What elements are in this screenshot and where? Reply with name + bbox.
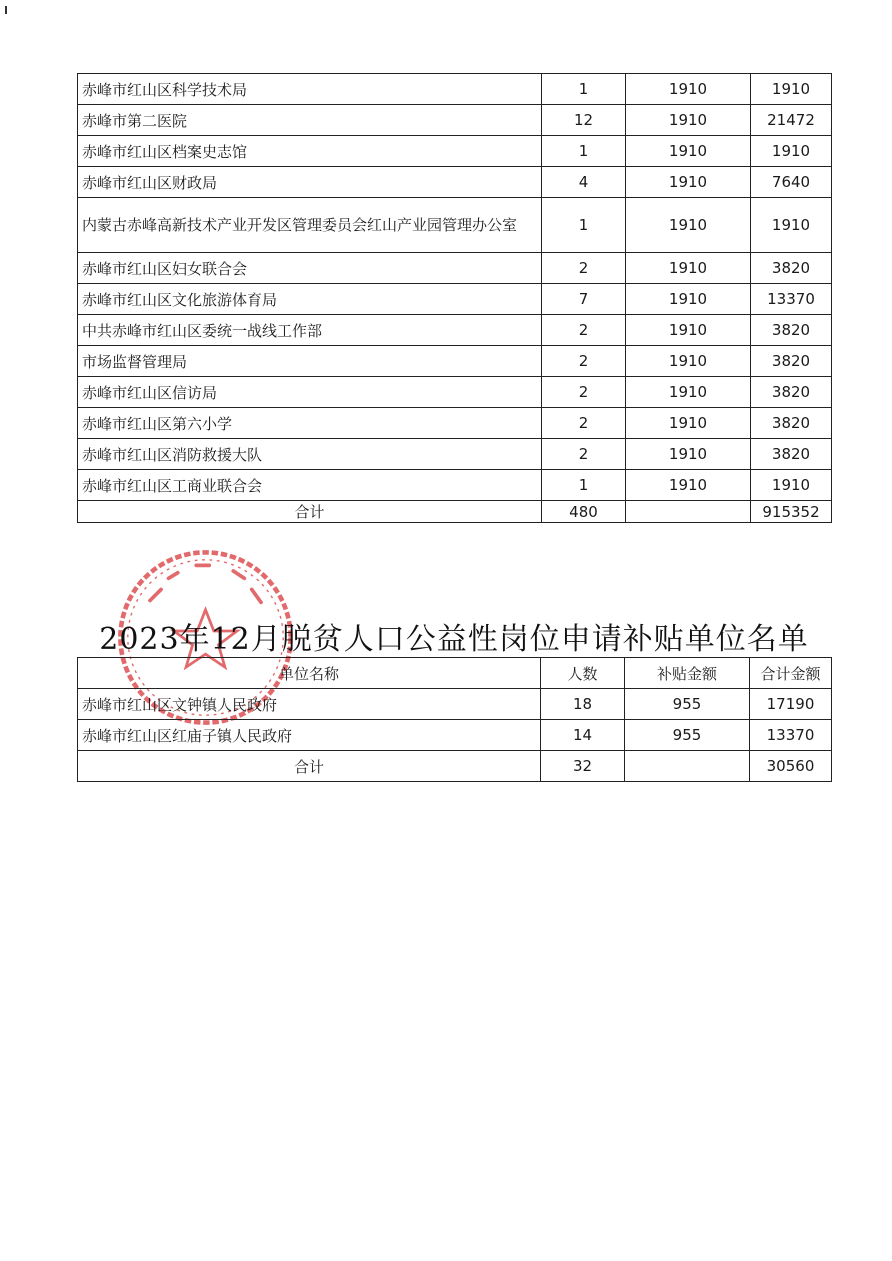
total-count: 32	[541, 751, 625, 782]
subsidy-table-2	[77, 657, 832, 782]
total-row	[78, 751, 832, 782]
header-count: 人数	[541, 658, 625, 689]
table-row	[78, 439, 832, 470]
subsidy-amount: 1910	[626, 470, 751, 501]
grand-total: 915352	[751, 501, 832, 523]
person-count: 1	[542, 198, 626, 253]
total-amount: 3820	[751, 253, 832, 284]
total-amount: 17190	[750, 689, 832, 720]
person-count: 1	[542, 470, 626, 501]
subsidy-amount: 1910	[626, 284, 751, 315]
person-count: 12	[542, 105, 626, 136]
total-amount: 7640	[751, 167, 832, 198]
total-amount: 3820	[751, 439, 832, 470]
subsidy-amount: 1910	[626, 105, 751, 136]
unit-name: 赤峰市红山区第六小学	[78, 408, 542, 439]
subsidy-amount: 1910	[626, 408, 751, 439]
subsidy-amount: 1910	[626, 315, 751, 346]
header-subsidy: 补贴金额	[625, 658, 750, 689]
total-amount: 13370	[751, 284, 832, 315]
header-total: 合计金额	[750, 658, 832, 689]
person-count: 18	[541, 689, 625, 720]
total-amount: 21472	[751, 105, 832, 136]
unit-name: 赤峰市红山区文化旅游体育局	[78, 284, 542, 315]
subsidy-amount: 955	[625, 720, 750, 751]
person-count: 2	[542, 315, 626, 346]
person-count: 2	[542, 408, 626, 439]
table-row	[78, 470, 832, 501]
total-amount: 3820	[751, 346, 832, 377]
table-row	[78, 689, 832, 720]
total-amount: 3820	[751, 408, 832, 439]
header-row	[78, 658, 832, 689]
subsidy-amount: 1910	[626, 136, 751, 167]
person-count: 1	[542, 136, 626, 167]
table-row	[78, 136, 832, 167]
subsidy-amount: 955	[625, 689, 750, 720]
person-count: 4	[542, 167, 626, 198]
person-count: 14	[541, 720, 625, 751]
total-count: 480	[542, 501, 626, 523]
table-row	[78, 377, 832, 408]
subsidy-amount: 1910	[626, 167, 751, 198]
table-row	[78, 315, 832, 346]
person-count: 1	[542, 74, 626, 105]
unit-name: 内蒙古赤峰高新技术产业开发区管理委员会红山产业园管理办公室	[78, 198, 542, 253]
grand-total: 30560	[750, 751, 832, 782]
total-amount: 1910	[751, 198, 832, 253]
unit-name: 赤峰市红山区档案史志馆	[78, 136, 542, 167]
subsidy-amount: 1910	[626, 74, 751, 105]
total-amount: 3820	[751, 315, 832, 346]
total-amount: 1910	[751, 470, 832, 501]
scan-mark	[5, 6, 7, 14]
table-row	[78, 105, 832, 136]
subsidy-amount: 1910	[626, 198, 751, 253]
total-subsidy	[626, 501, 751, 523]
unit-name: 赤峰市红山区财政局	[78, 167, 542, 198]
unit-name: 赤峰市红山区消防救援大队	[78, 439, 542, 470]
total-row	[78, 501, 832, 523]
table-row	[78, 198, 832, 253]
header-unit-name: 单位名称	[78, 658, 541, 689]
person-count: 2	[542, 377, 626, 408]
table-row	[78, 167, 832, 198]
subsidy-amount: 1910	[626, 377, 751, 408]
person-count: 2	[542, 346, 626, 377]
person-count: 2	[542, 253, 626, 284]
seal-text-strokes	[150, 565, 261, 602]
table-row	[78, 253, 832, 284]
subsidy-amount: 1910	[626, 253, 751, 284]
person-count: 2	[542, 439, 626, 470]
total-amount: 1910	[751, 74, 832, 105]
table-row	[78, 346, 832, 377]
table-row	[78, 74, 832, 105]
subsidy-amount: 1910	[626, 439, 751, 470]
unit-name: 赤峰市红山区科学技术局	[78, 74, 542, 105]
table-row	[78, 284, 832, 315]
unit-name: 赤峰市红山区妇女联合会	[78, 253, 542, 284]
subsidy-amount: 1910	[626, 346, 751, 377]
unit-name: 赤峰市红山区文钟镇人民政府	[78, 689, 541, 720]
unit-name: 赤峰市红山区红庙子镇人民政府	[78, 720, 541, 751]
unit-name: 中共赤峰市红山区委统一战线工作部	[78, 315, 542, 346]
total-label: 合计	[78, 501, 542, 523]
unit-name: 赤峰市第二医院	[78, 105, 542, 136]
total-label: 合计	[78, 751, 541, 782]
subsidy-table-1	[77, 73, 832, 523]
person-count: 7	[542, 284, 626, 315]
table-row	[78, 720, 832, 751]
total-amount: 3820	[751, 377, 832, 408]
unit-name: 市场监督管理局	[78, 346, 542, 377]
total-subsidy	[625, 751, 750, 782]
unit-name: 赤峰市红山区工商业联合会	[78, 470, 542, 501]
total-amount: 13370	[750, 720, 832, 751]
page-title: 2023年12月脱贫人口公益性岗位申请补贴单位名单	[99, 622, 809, 657]
unit-name: 赤峰市红山区信访局	[78, 377, 542, 408]
table-row	[78, 408, 832, 439]
total-amount: 1910	[751, 136, 832, 167]
